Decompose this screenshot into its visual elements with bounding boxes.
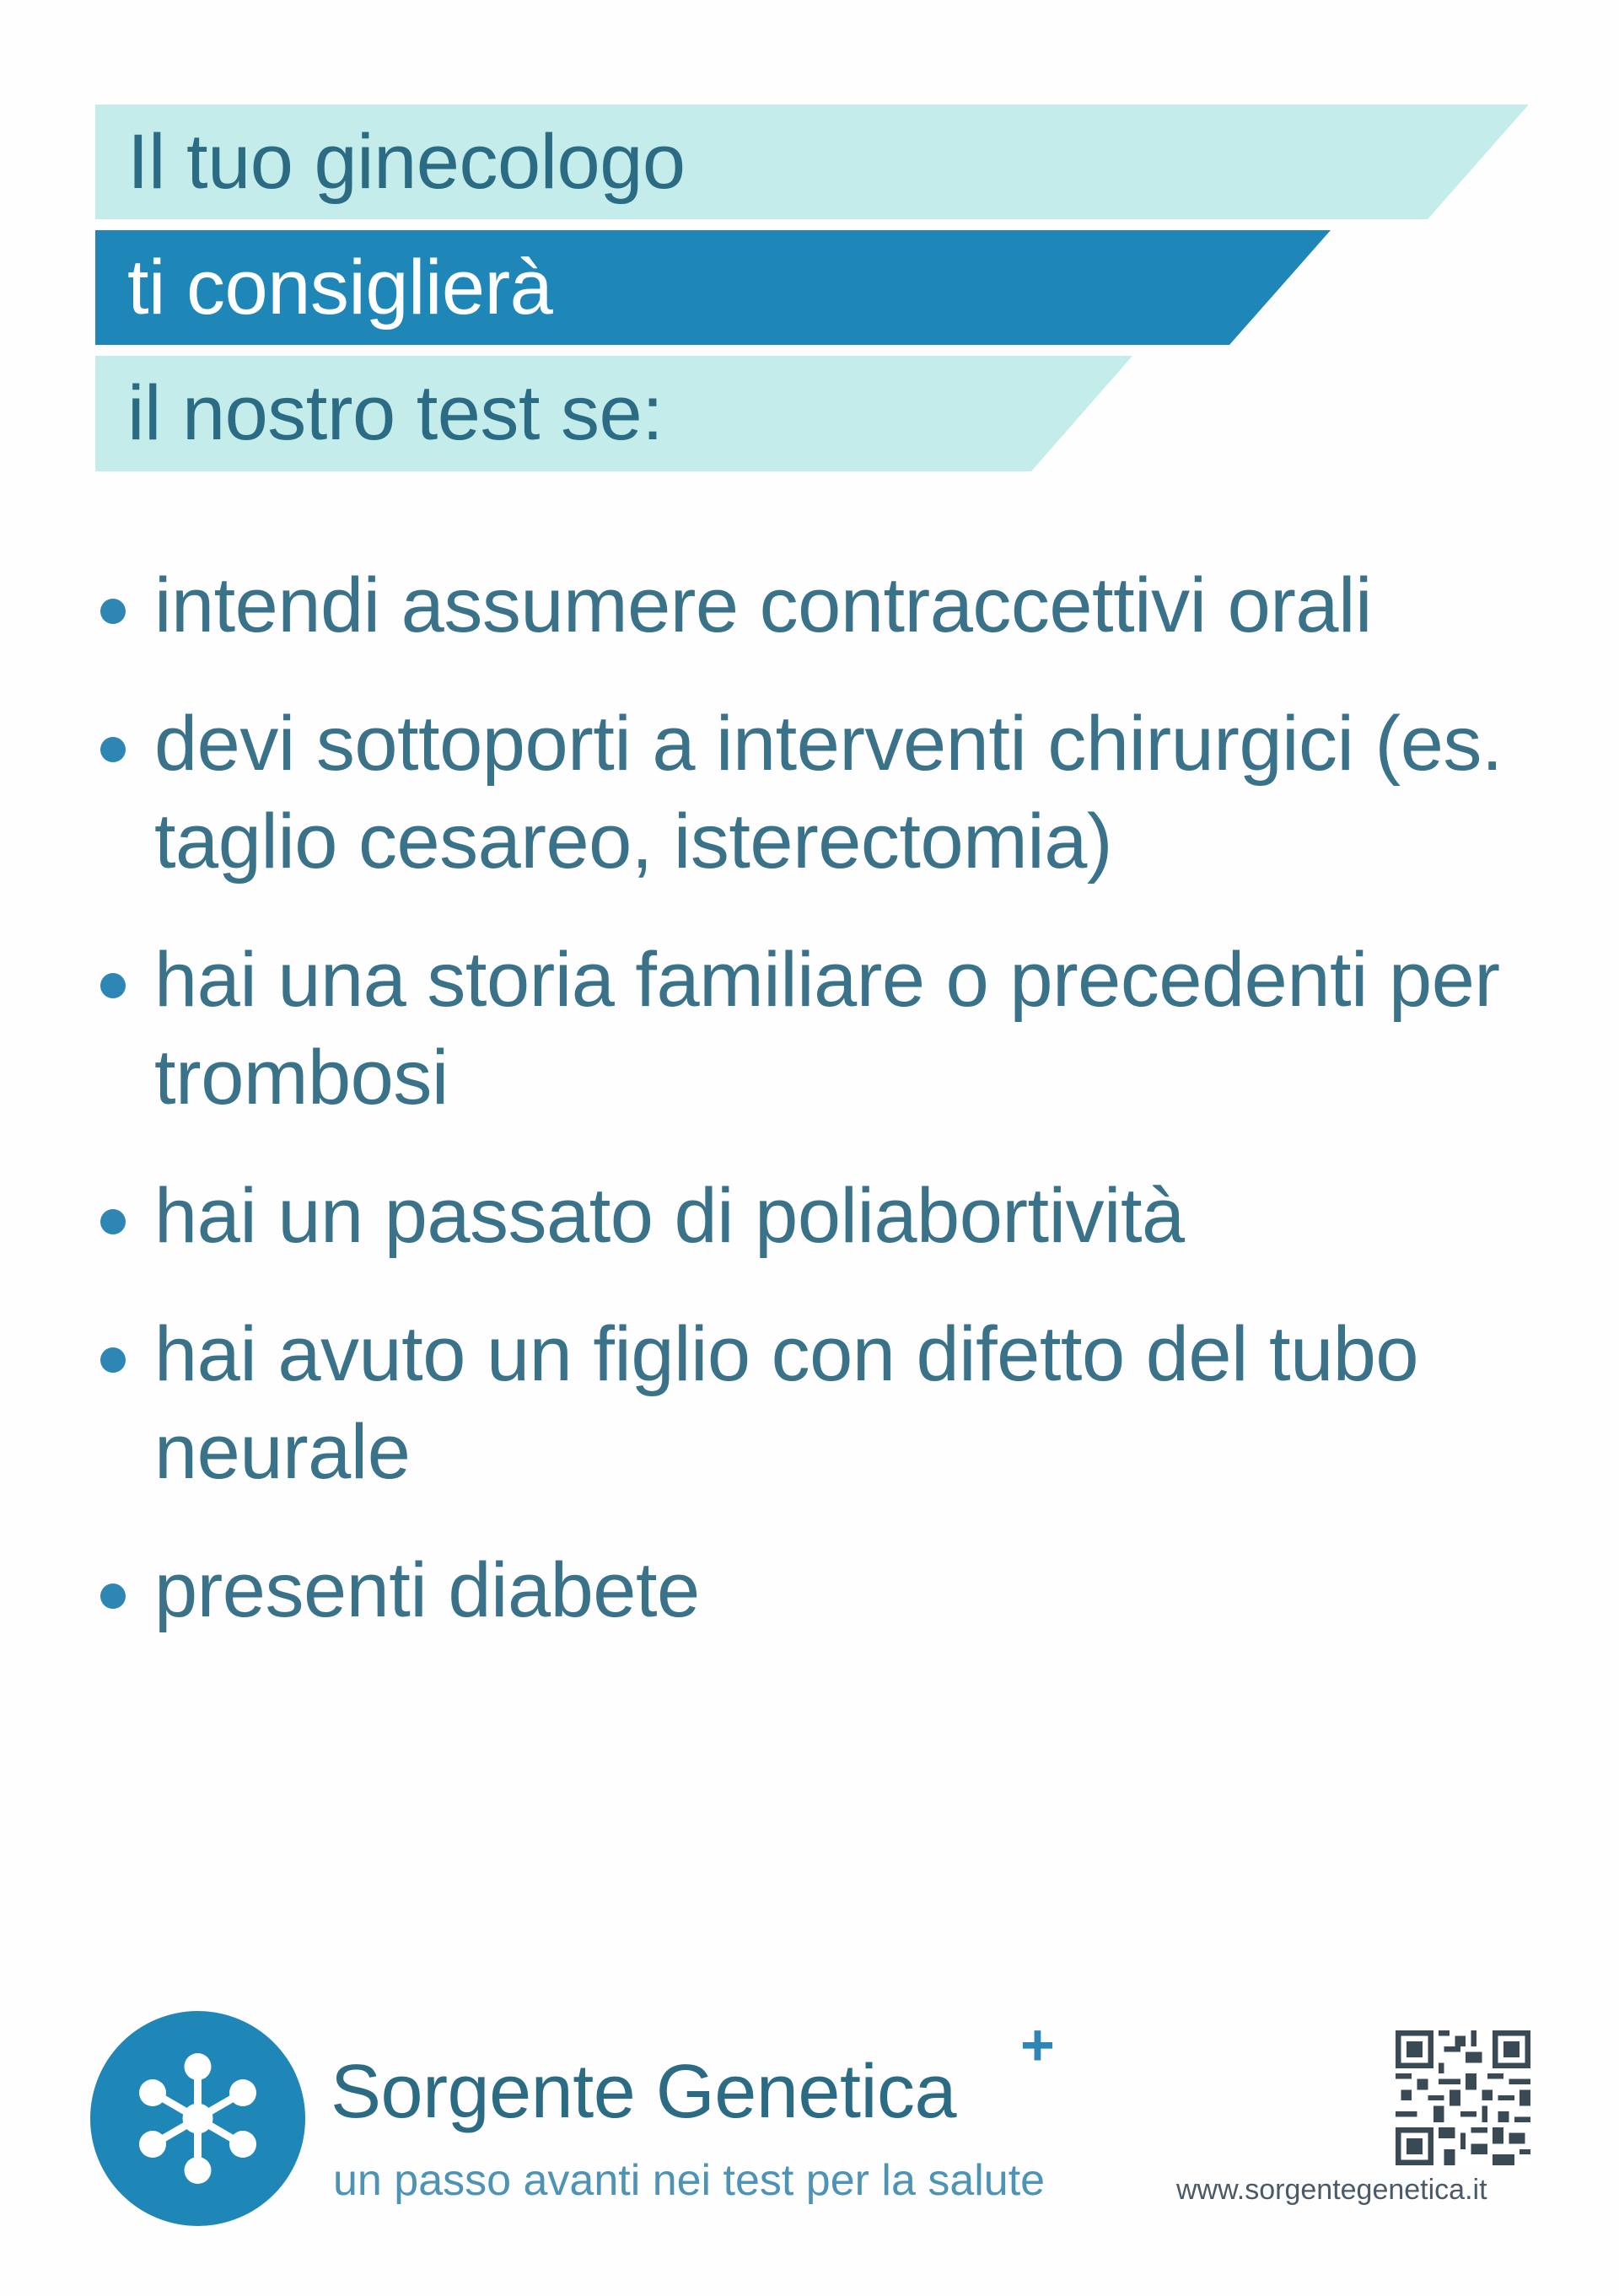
website-url: www.sorgentegenetica.it (1176, 2174, 1487, 2206)
list-item-text: hai una storia familiare o precedenti per trombosi (154, 937, 1500, 1121)
conditions-list (95, 557, 1546, 1680)
bullet-icon (100, 599, 126, 624)
list-item (95, 931, 1546, 1126)
header-band-2 (95, 230, 1331, 345)
header-line-3: il nostro test se: (127, 370, 664, 456)
brand-plus: + (1020, 2012, 1055, 2078)
bullet-icon (100, 1584, 126, 1609)
list-item-text: intendi assumere contraccettivi orali (154, 562, 1372, 648)
list-item (95, 1305, 1546, 1501)
brand-name: Sorgente Genetica (331, 2050, 956, 2134)
list-item-text: presenti diabete (154, 1547, 700, 1633)
bullet-icon (100, 1347, 126, 1373)
header-band-1 (95, 105, 1529, 219)
list-item-text: hai avuto un figlio con difetto del tubo neurale (154, 1311, 1419, 1495)
list-item-text: hai un passato di poliabortività (154, 1173, 1185, 1259)
list-item-text: devi sottoporti a interventi chirurgici (es. taglio cesareo, isterectomia) (154, 701, 1503, 885)
header-line-2: ti consiglierà (127, 245, 553, 331)
molecule-network-icon (90, 2011, 305, 2226)
header-band-3 (95, 356, 1132, 471)
list-item (95, 1541, 1546, 1639)
list-item (95, 695, 1546, 890)
bullet-icon (100, 1209, 126, 1234)
bullet-icon (100, 973, 126, 998)
bullet-icon (100, 737, 126, 762)
header-line-1: Il tuo ginecologo (127, 119, 686, 205)
brand-tagline: un passo avanti nei test per la salute (333, 2156, 1046, 2205)
list-item (95, 1167, 1546, 1265)
qr-code-icon (1396, 2030, 1530, 2165)
list-item (95, 557, 1546, 654)
